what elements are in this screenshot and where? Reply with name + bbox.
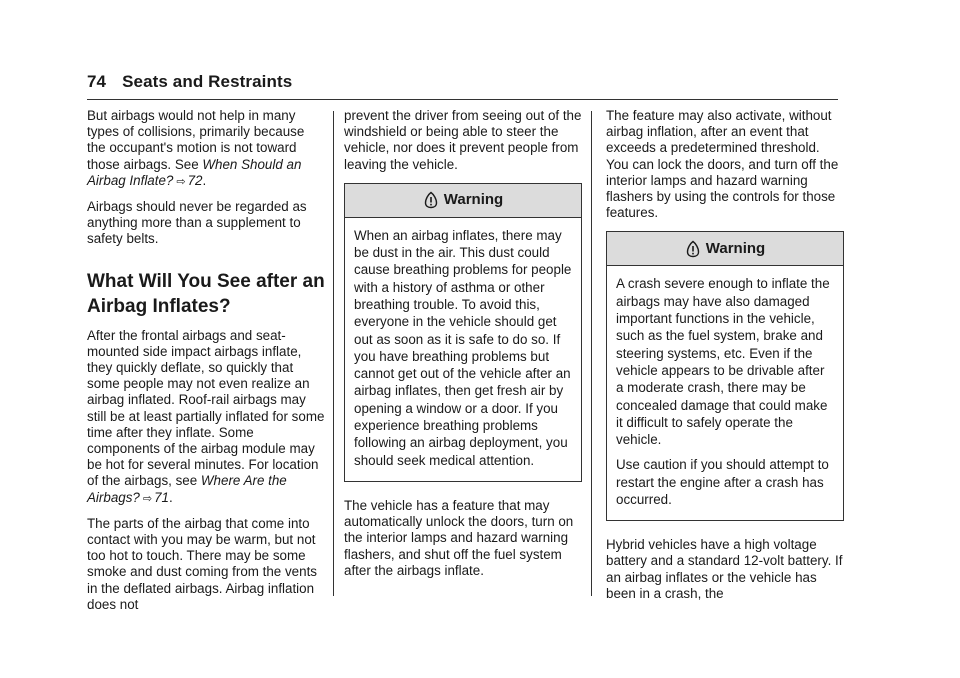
warning-text: When an airbag inflates, there may be dust in the air. This dust could cause breathing problems for people with a history of asthma or other breathing trouble. To avoid this, everyone in the vehicle should get out as soon as it is safe to do so. If you have breathing problems but cannot get out of the vehicle after an airbag inflates, then get fresh air by opening a window or a door. If you experience breathing problems following an airbag deployment, you should seek medical attention. bbox=[354, 227, 572, 468]
chapter-title: Seats and Restraints bbox=[122, 72, 293, 91]
header-rule bbox=[87, 99, 838, 100]
page-header bbox=[87, 70, 838, 100]
warning-title: Warning bbox=[443, 191, 504, 209]
page-reference-arrow-icon: ⇨ bbox=[142, 492, 153, 505]
warning-body bbox=[607, 266, 843, 520]
page-number: 74 bbox=[87, 72, 107, 91]
warning-box bbox=[606, 231, 844, 521]
paragraph-text: But airbags would not help in many types of collisions, primarily because the occupant's motion is not toward those airbags. See bbox=[87, 108, 305, 172]
column-1 bbox=[87, 108, 325, 622]
warning-symbol-icon bbox=[685, 240, 701, 258]
warning-text: A crash severe enough to inflate the airbags may have also damaged important functions in the vehicle, such as the fuel system, brake and steering systems, etc. Even if the vehicle appears to be drivable after a moderate crash, there may be concealed damage that could make it difficult to safely operate the vehicle. bbox=[616, 276, 830, 448]
paragraph: Airbags should never be regarded as anything more than a supplement to safety belts. bbox=[87, 199, 307, 247]
section-heading: What Will You See after an Airbag Inflates? bbox=[87, 270, 325, 317]
warning-body bbox=[345, 218, 581, 481]
cross-reference-page: 71 bbox=[154, 489, 169, 505]
paragraph: The parts of the airbag that come into contact with you may be warm, but not too hot to touch. There may be some smoke and dust coming from the vents in the deflated airbags. Airbag inflation does not bbox=[87, 515, 317, 612]
cross-reference-title: When Should an Airbag Inflate? bbox=[87, 156, 302, 188]
warning-header bbox=[345, 184, 581, 218]
warning-text: Use caution if you should attempt to restart the engine after a crash has occurred. bbox=[616, 457, 829, 507]
column-divider-1 bbox=[333, 111, 334, 596]
column-3 bbox=[606, 108, 844, 611]
page-reference-arrow-icon: ⇨ bbox=[176, 175, 186, 188]
paragraph: But airbags would not help in many types of collisions, primarily because the occupant's motion is not toward those airbags. See When Should an Airbag Inflate? ⇨ 72. bbox=[87, 108, 305, 188]
warning-box bbox=[344, 183, 582, 482]
paragraph-text: After the frontal airbags and seat-mounted side impact airbags inflate, they quickly deflate, so quickly that some people may not even realize an airbag inflated. Roof-rail airbags may still be at least partially inflated for some time after they inflate. Some components of the airbag module may be hot for several minutes. For location of the airbags, see bbox=[87, 327, 325, 489]
paragraph: After the frontal airbags and seat-mounted side impact airbags inflate, they quickly deflate, so quickly that some people may not even realize an airbag inflated. Roof-rail airbags may still be at least partially inflated for some time after they inflate. Some components of the airbag module may be hot for several minutes. For location of the airbags, see Where Are the Airbags? ⇨ 71. bbox=[87, 327, 325, 505]
warning-header bbox=[607, 232, 843, 266]
column-2 bbox=[344, 108, 582, 588]
paragraph: Hybrid vehicles have a high voltage battery and a standard 12-volt battery. If an airbag inflates or the vehicle has been in a crash, the bbox=[606, 537, 843, 601]
header-text bbox=[87, 70, 838, 94]
column-divider-2 bbox=[591, 111, 592, 596]
paragraph: prevent the driver from seeing out of the windshield or being able to steer the vehicle, nor does it prevent people from leaving the vehicle. bbox=[344, 108, 582, 172]
cross-reference-page: 72 bbox=[187, 172, 203, 188]
warning-title: Warning bbox=[705, 239, 766, 257]
warning-symbol-icon bbox=[423, 191, 439, 209]
paragraph: The vehicle has a feature that may automatically unlock the doors, turn on the interior lamps and hazard warning flashers, and shut off the fuel system after the airbags inflate. bbox=[344, 497, 574, 578]
paragraph: The feature may also activate, without airbag inflation, after an event that exceeds a predetermined threshold. You can lock the doors, and turn off the interior lamps and hazard warning flashers by using the controls for those features. bbox=[606, 108, 839, 221]
cross-reference-title: Where Are the Airbags? bbox=[87, 473, 287, 505]
